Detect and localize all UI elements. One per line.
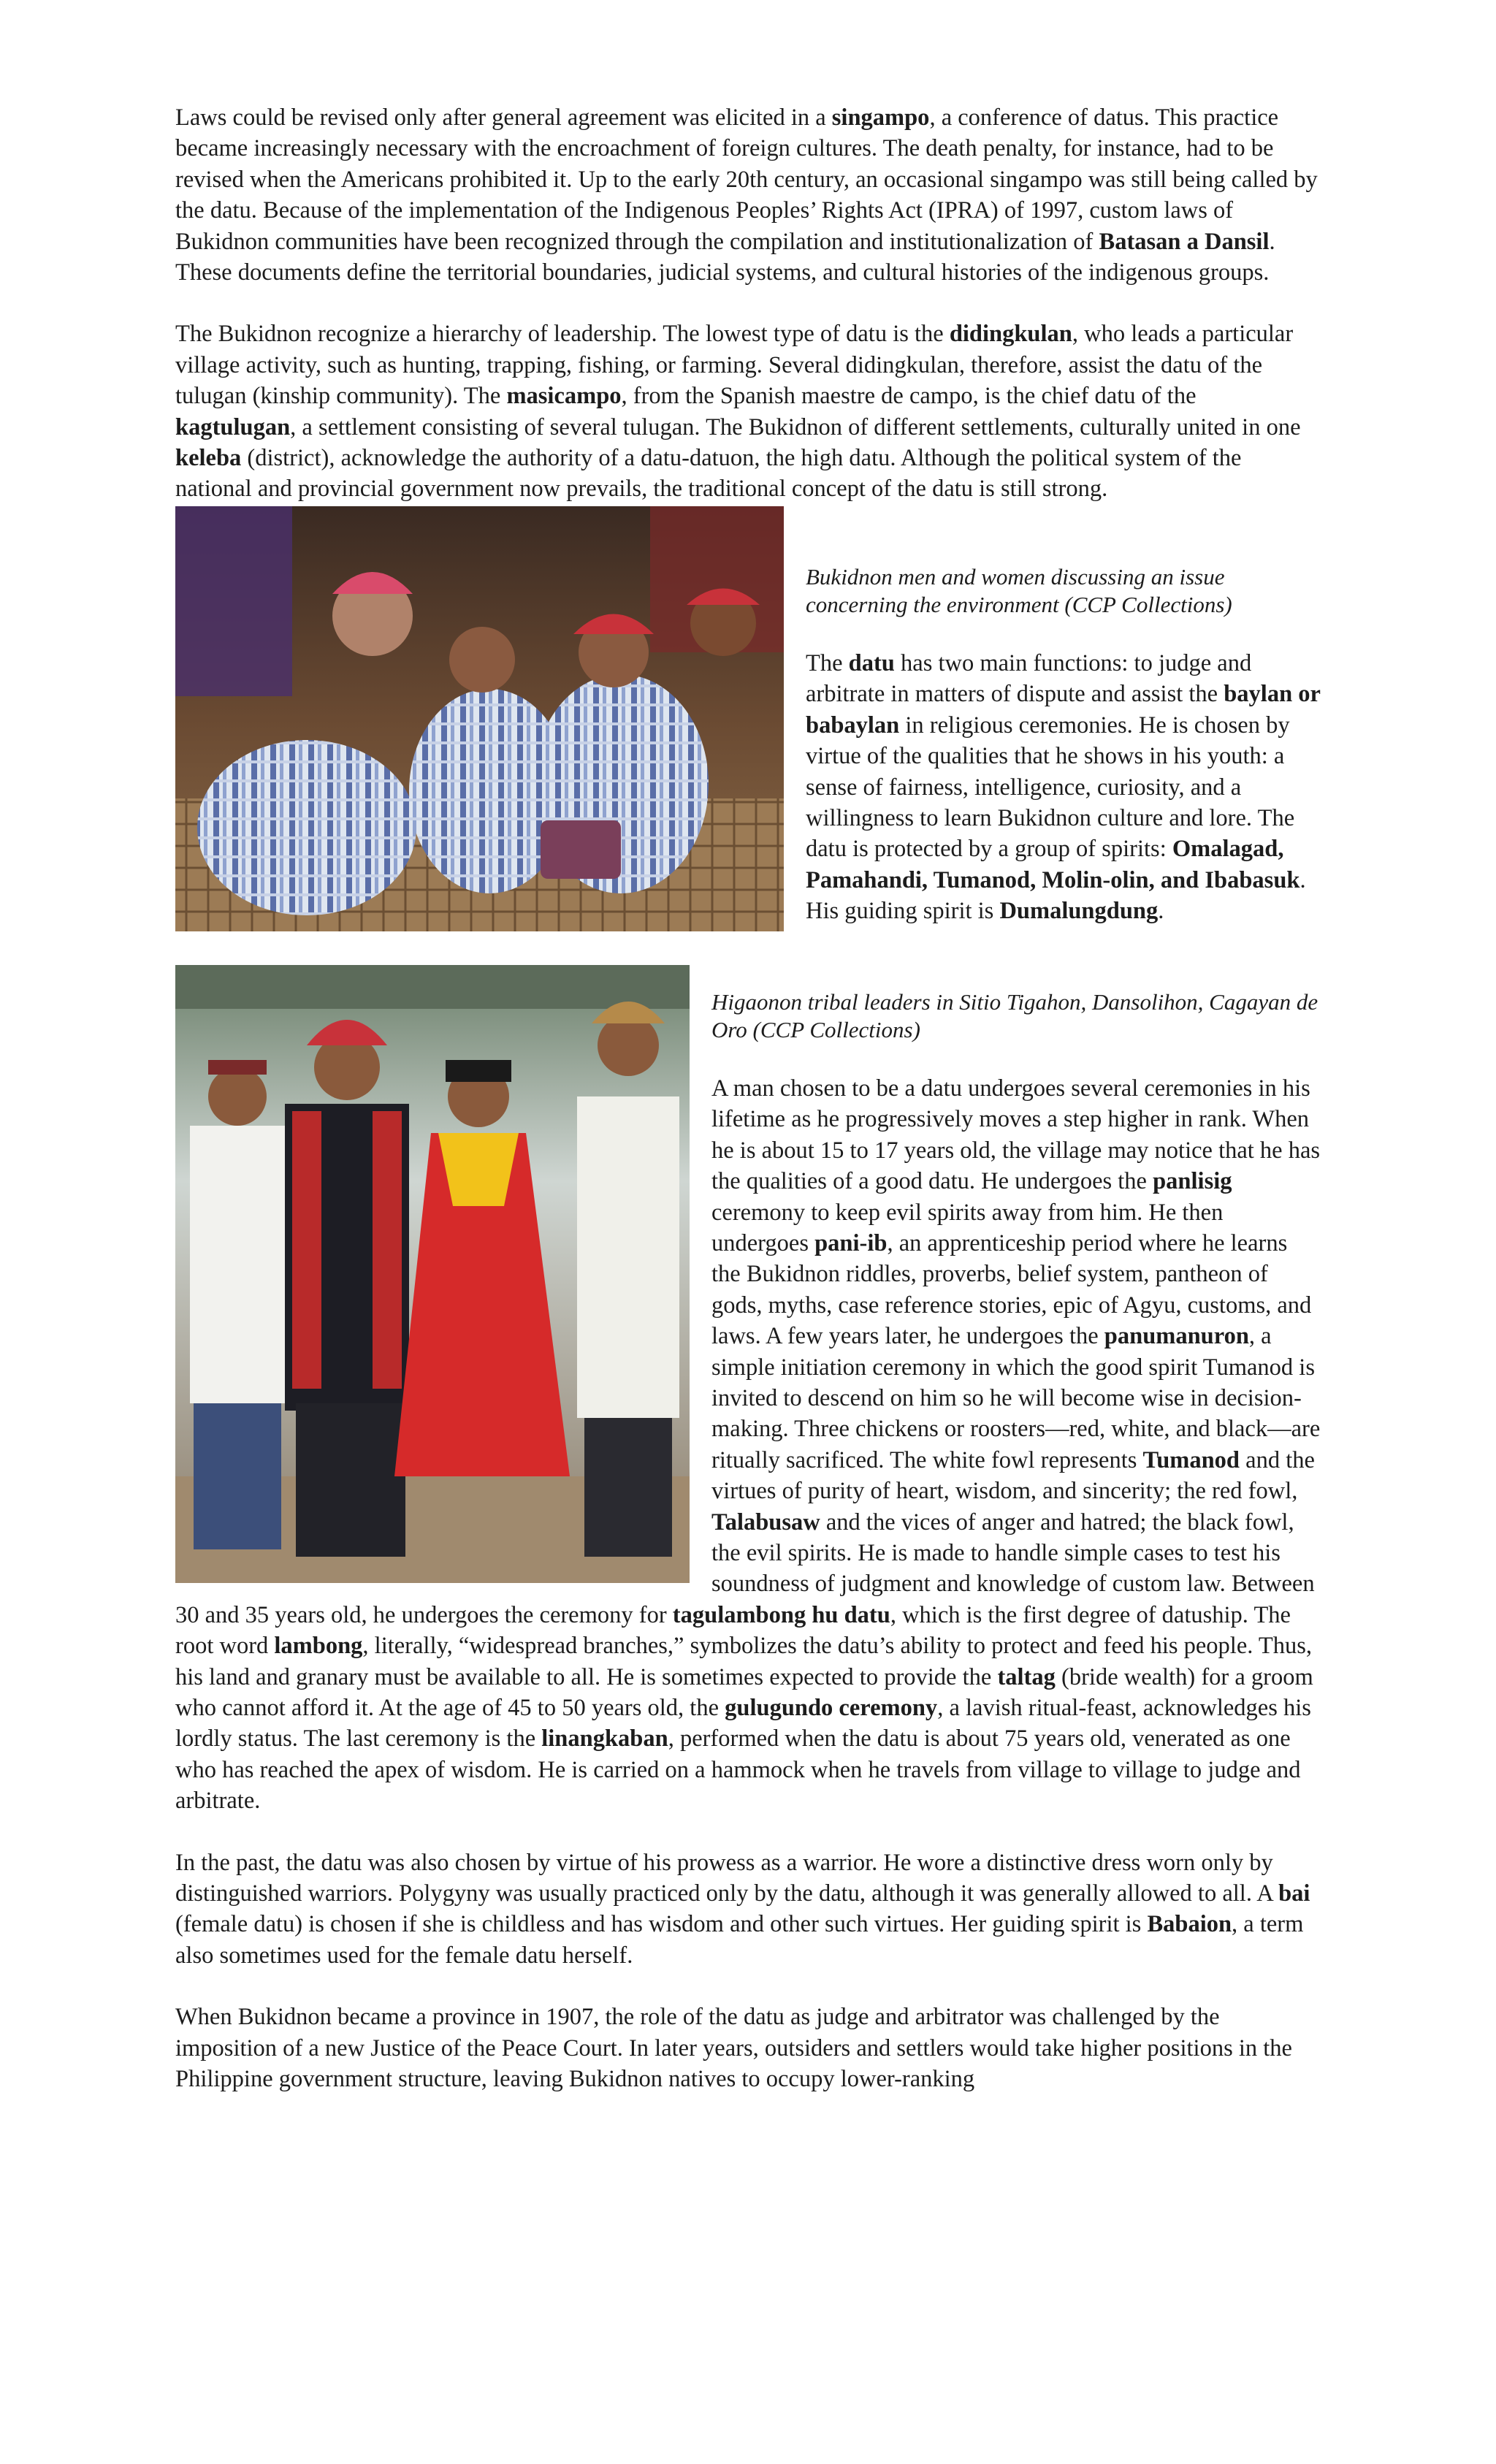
term-babaion: Babaion	[1147, 1911, 1232, 1938]
text-run: , literally, “widespread branches,” symbolizes the datu’s ability to protect and feed his people. Thus, his land and granary must be available to all. He is sometimes expected to provide the	[175, 1633, 1313, 1690]
document-page	[175, 102, 1321, 2125]
term-batasan-a-dansil: Batasan a Dansil	[1099, 228, 1270, 255]
term-panlisig: panlisig	[1153, 1168, 1232, 1195]
text-run: (district), acknowledge the authority of a datu-datuon, the high datu. Although the political system of the national and provincial government now prevails, the traditional concept of the datu is still strong.	[175, 445, 1242, 503]
text-run: , a conference of datus. This practice became increasingly necessary with the encroachment of foreign cultures. The death penalty, for instance, had to be revised when the Americans prohibited it. Up to the early 20th century, an occasional singampo was still being called by the datu. Because of the implementation of the Indigenous Peoples’ Rights Act (IPRA) of 1997, custom laws of Bukidnon communities have been recognized through the compilation and institutionalization of	[175, 104, 1318, 255]
text-run: The	[806, 649, 849, 676]
term-masicampo: masicampo	[506, 383, 622, 410]
term-panumanuron: panumanuron	[1104, 1323, 1249, 1350]
text-run: (bride wealth) for a groom who cannot afford it. At the age of 45 to 50 years old, the	[175, 1663, 1313, 1721]
photo-higaonon-leaders	[175, 965, 690, 1583]
text-run: , a lavish ritual-feast, acknowledges his lordly status. The last ceremony is the	[175, 1695, 1311, 1752]
text-run: ceremony to keep evil spirits away from him. He then undergoes	[711, 1199, 1224, 1256]
paragraph-warrior-bai	[175, 1847, 1321, 1972]
term-spirits: Omalagad, Pamahandi, Tumanod, Molin-olin, and Ibabasuk	[806, 836, 1300, 893]
term-lambong: lambong	[274, 1633, 363, 1660]
text-run: and the vices of anger and hatred; the black fowl, the evil spirits. He is made to handle simple cases to test his soundness of judgment and knowledge of custom law. Between 30 and 35 years old, he undergoes the ceremony for	[175, 1508, 1315, 1628]
term-baylan: baylan or babaylan	[806, 681, 1321, 739]
term-talabusaw: Talabusaw	[711, 1508, 820, 1536]
paragraph-hierarchy	[175, 319, 1321, 504]
text-run: A man chosen to be a datu undergoes several ceremonies in his lifetime as he progressively moves a step higher in rank. When he is about 15 to 17 years old, the village may notice that he has the qualities of a good datu. He undergoes the	[711, 1075, 1321, 1195]
photo-bukidnon-discussion-image	[175, 506, 784, 931]
text-run: , which is the first degree of datuship. The root word	[175, 1601, 1291, 1660]
term-tagulambong-hu-datu: tagulambong hu datu	[672, 1601, 890, 1628]
text-run: , from the Spanish maestre de campo, is the chief datu of the	[621, 383, 1197, 410]
text-run: Laws could be revised only after general agreement was elicited in a	[175, 104, 832, 131]
text-run: , an apprenticeship period where he learns the Bukidnon riddles, proverbs, belief system, pantheon of gods, myths, case reference stories, epic of Agyu, customs, and laws. A few years later, he undergoes the	[711, 1229, 1312, 1350]
term-keleba: keleba	[175, 445, 242, 472]
photo-higaonon-leaders-image	[175, 965, 690, 1583]
paragraph-province-1907	[175, 2002, 1321, 2094]
text-run: and the virtues of purity of heart, wisdom, and sincerity; the red fowl,	[711, 1446, 1315, 1505]
term-bai: bai	[1278, 1880, 1310, 1907]
term-taltag: taltag	[997, 1663, 1056, 1690]
text-run: in religious ceremonies. He is chosen by virtue of the qualities that he shows in his youth: a sense of fairness, intelligence, curiosity, and a willingness to learn Bukidnon culture and lore. The datu is protected by a group of spirits:	[806, 712, 1295, 863]
text-run: , who leads a particular village activity, such as hunting, trapping, fishing, or farming. Several didingkulan, therefore, assist the datu of the tulugan (kinship community). The	[175, 321, 1294, 410]
term-didingkulan: didingkulan	[949, 321, 1072, 348]
text-run: . These documents define the territorial boundaries, judicial systems, and cultural histories of the indigenous groups.	[175, 228, 1275, 286]
term-linangkaban: linangkaban	[541, 1725, 668, 1752]
term-pani-ib: pani-ib	[814, 1229, 888, 1256]
text-run: In the past, the datu was also chosen by virtue of his prowess as a warrior. He wore a distinctive dress worn only by distinguished warriors. Polygyny was usually practiced only by the datu, although it was generally allowed to all. A	[175, 1849, 1279, 1907]
photo-bukidnon-discussion	[175, 506, 784, 931]
text-run: (female datu) is chosen if she is childless and has wisdom and other such virtues. Her guiding spirit is	[175, 1911, 1148, 1938]
caption-higaonon-leaders: Higaonon tribal leaders in Sitio Tigahon, Dansolihon, Cagayan de Oro (CCP Collections)	[711, 988, 1318, 1042]
text-run: .	[1158, 898, 1164, 925]
paragraph-singampo	[175, 102, 1321, 288]
term-dumalungdung: Dumalungdung	[999, 898, 1159, 925]
text-run: , a simple initiation ceremony in which the good spirit Tumanod is invited to descend on him so he will become wise in decision-making. Three chickens or roosters—red, white, and black—are ritually sacrificed. The white fowl represents	[711, 1323, 1321, 1473]
text-run: has two main functions: to judge and arbitrate in matters of dispute and assist the	[806, 649, 1252, 708]
text-run: , a settlement consisting of several tulugan. The Bukidnon of different settlements, culturally united in one	[290, 413, 1301, 440]
text-run: , a term also sometimes used for the female datu herself.	[175, 1911, 1304, 1969]
term-gulugundo-ceremony: gulugundo ceremony	[725, 1695, 938, 1721]
caption-bukidnon-discussion: Bukidnon men and women discussing an issue concerning the environment (CCP Collections)	[806, 563, 1232, 617]
text-run: When Bukidnon became a province in 1907, the role of the datu as judge and arbitrator was challenged by the imposition of a new Justice of the Peace Court. In later years, outsiders and settlers would take higher positions in the Philippine government structure, leaving Bukidnon natives to occupy lower-ranking	[175, 2004, 1292, 2093]
text-run: , performed when the datu is about 75 years old, venerated as one who has reached the apex of wisdom. He is carried on a hammock when he travels from village to village to judge and arbitrate.	[175, 1725, 1301, 1815]
text-run: . His guiding spirit is	[806, 866, 1306, 925]
term-singampo: singampo	[831, 104, 930, 131]
term-kagtulugan: kagtulugan	[175, 413, 291, 440]
text-run: The Bukidnon recognize a hierarchy of leadership. The lowest type of datu is the	[175, 321, 950, 348]
term-tumanod: Tumanod	[1142, 1446, 1240, 1473]
term-datu: datu	[848, 649, 895, 676]
